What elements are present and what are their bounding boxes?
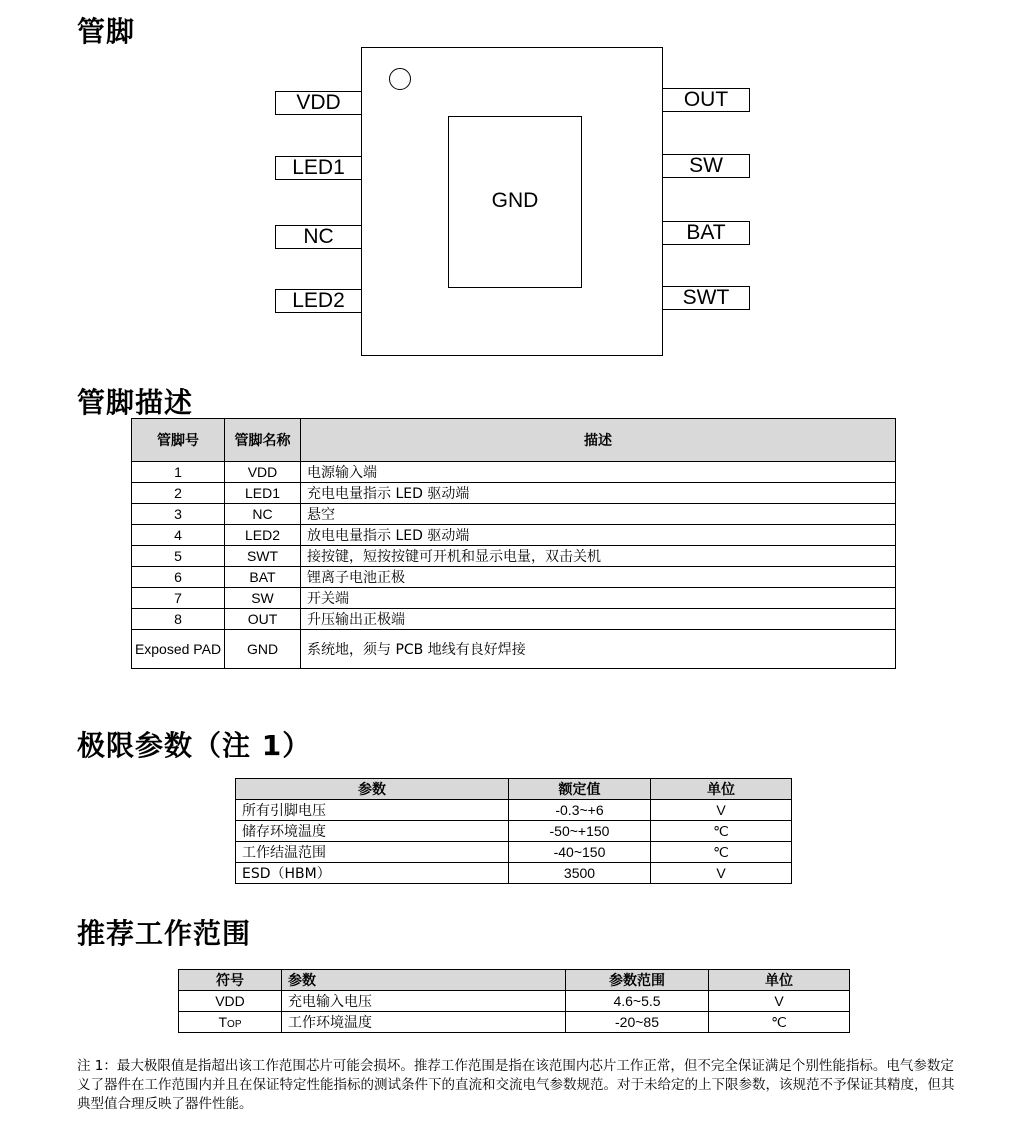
abs-max-section-title: 极限参数（注 1） [77,729,312,762]
pin-name: BAT [225,567,301,588]
table-row [236,821,792,842]
pin-num: 6 [132,567,225,588]
rec-op-table [178,969,850,1033]
rec-section-title: 推荐工作范围 [77,917,252,950]
pin1-marker-icon [389,68,411,90]
param: 工作环境温度 [282,1012,566,1033]
rating: -40~150 [509,842,651,863]
table-row [132,483,896,504]
unit: ℃ [651,842,792,863]
table-row [132,588,896,609]
pin-desc: 电源输入端 [301,462,896,483]
pin-desc-section-title: 管脚描述 [77,386,194,419]
table-row [132,609,896,630]
table-row [236,863,792,884]
table-row [236,842,792,863]
symbol-text: VDD [215,993,245,1009]
col-header-rating: 额定值 [509,779,651,800]
range: 4.6~5.5 [566,991,709,1012]
rating: 3500 [509,863,651,884]
table-row [132,525,896,546]
pin-num: 3 [132,504,225,525]
pin-left-4: LED2 [275,289,362,313]
pin-name: LED1 [225,483,301,504]
col-header-unit: 单位 [651,779,792,800]
pin-left-3: NC [275,225,362,249]
abs-max-table [235,778,792,884]
col-header-pin-num: 管脚号 [132,419,225,462]
col-header-unit: 单位 [709,970,850,991]
pin-name: SWT [225,546,301,567]
col-header-range: 参数范围 [566,970,709,991]
col-header-symbol: 符号 [179,970,282,991]
symbol [179,1012,282,1033]
table-row [132,504,896,525]
param: 充电输入电压 [282,991,566,1012]
symbol-text: T [218,1014,228,1030]
param: 工作结温范围 [236,842,509,863]
pin-name: LED2 [225,525,301,546]
param: 所有引脚电压 [236,800,509,821]
pin-desc: 悬空 [301,504,896,525]
pin-num: Exposed PAD [132,630,225,669]
table-row [179,1012,850,1033]
pin-left-2: LED1 [275,156,362,180]
range: -20~85 [566,1012,709,1033]
pin-right-8: OUT [662,88,750,112]
symbol-subscript: OP [227,1019,242,1030]
table-row [236,800,792,821]
pin-name: OUT [225,609,301,630]
pin-right-6: BAT [662,221,750,245]
pin-num: 7 [132,588,225,609]
footnote: 注 1：最大极限值是指超出该工作范围芯片可能会损坏。推荐工作范围是指在该范围内芯片工作正常，但不完全保证满足个别性能指标。电气参数定义了器件在工作范围内并且在保证特定性能指标的测试条件下的直流和交流电气参数规范。对于未给定的上下限参数，该规范不予保证其精度，但其典型值合理反映了器件性能。 [77,1058,955,1112]
table-row [132,630,896,669]
pin-desc: 充电电量指示 LED 驱动端 [301,483,896,504]
pin-desc: 开关端 [301,588,896,609]
rating: -0.3~+6 [509,800,651,821]
unit: ℃ [651,821,792,842]
pin-desc-table [131,418,896,669]
pin-desc: 放电电量指示 LED 驱动端 [301,525,896,546]
pin-desc: 接按键，短按按键可开机和显示电量，双击关机 [301,546,896,567]
pin-desc: 系统地，须与 PCB 地线有良好焊接 [301,630,896,669]
col-header-desc: 描述 [301,419,896,462]
col-header-param: 参数 [236,779,509,800]
pin-left-1: VDD [275,91,362,115]
col-header-param: 参数 [282,970,566,991]
param: ESD（HBM） [236,863,509,884]
pin-desc: 锂离子电池正极 [301,567,896,588]
pin-name: VDD [225,462,301,483]
pin-num: 4 [132,525,225,546]
pin-right-7: SW [662,154,750,178]
pin-num: 2 [132,483,225,504]
pin-right-5: SWT [662,286,750,310]
table-row [132,462,896,483]
pin-num: 5 [132,546,225,567]
pin-num: 8 [132,609,225,630]
pin-num: 1 [132,462,225,483]
symbol [179,991,282,1012]
pin-desc: 升压输出正极端 [301,609,896,630]
unit: V [709,991,850,1012]
pin-name: GND [225,630,301,669]
rating: -50~+150 [509,821,651,842]
pin-name: NC [225,504,301,525]
pins-section-title: 管脚 [77,15,136,48]
table-row [132,567,896,588]
table-row [132,546,896,567]
table-row [179,991,850,1012]
col-header-pin-name: 管脚名称 [225,419,301,462]
pin-name: SW [225,588,301,609]
unit: V [651,800,792,821]
exposed-pad-label: GND [491,189,539,212]
unit: ℃ [709,1012,850,1033]
unit: V [651,863,792,884]
param: 储存环境温度 [236,821,509,842]
